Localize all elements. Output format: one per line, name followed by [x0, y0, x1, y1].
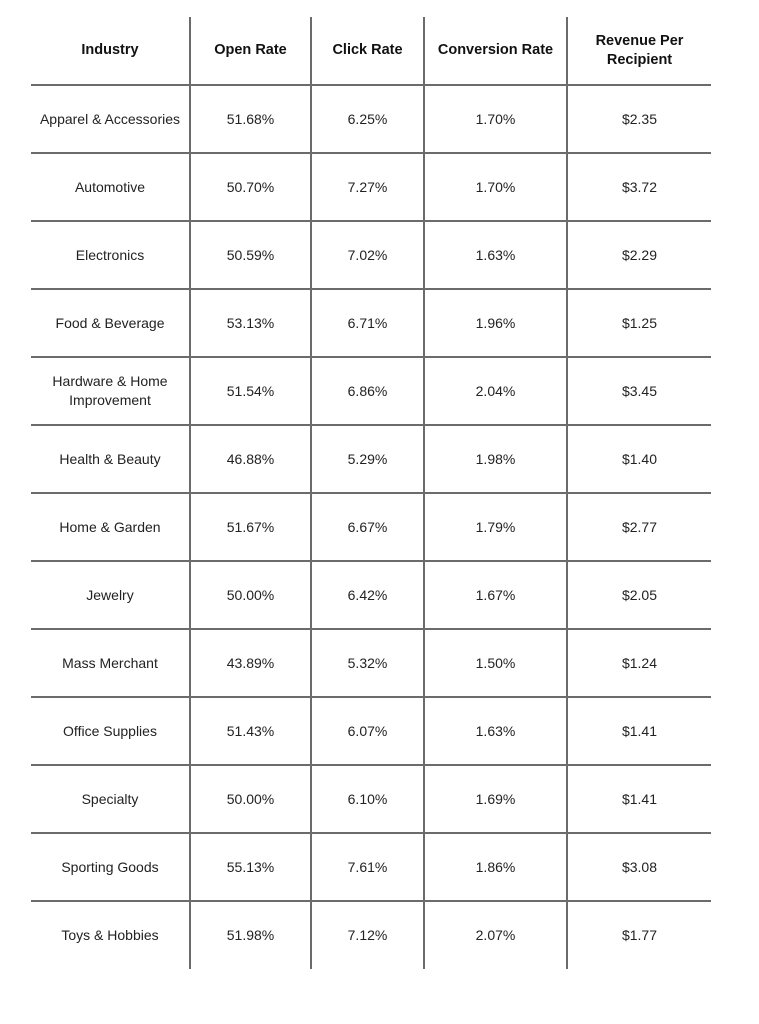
industry-cell: Toys & Hobbies [31, 901, 190, 969]
click-rate-cell: 7.61% [311, 833, 424, 901]
benchmark-table-container [31, 17, 711, 969]
conversion-rate-cell: 1.70% [424, 153, 567, 221]
revenue-per-recipient-cell: $1.41 [567, 697, 711, 765]
conversion-rate-cell: 1.96% [424, 289, 567, 357]
table-row [31, 697, 711, 765]
click-rate-cell: 6.86% [311, 357, 424, 425]
revenue-per-recipient-cell: $2.77 [567, 493, 711, 561]
click-rate-cell: 6.71% [311, 289, 424, 357]
conversion-rate-cell: 1.69% [424, 765, 567, 833]
click-rate-cell: 7.02% [311, 221, 424, 289]
industry-cell: Mass Merchant [31, 629, 190, 697]
revenue-per-recipient-cell: $3.72 [567, 153, 711, 221]
conversion-rate-cell: 1.63% [424, 697, 567, 765]
header-conversion-rate: Conversion Rate [424, 17, 567, 85]
revenue-per-recipient-cell: $1.40 [567, 425, 711, 493]
industry-cell: Sporting Goods [31, 833, 190, 901]
table-row [31, 765, 711, 833]
industry-cell: Food & Beverage [31, 289, 190, 357]
table-row [31, 833, 711, 901]
table-header [31, 17, 711, 85]
open-rate-cell: 50.00% [190, 765, 311, 833]
industry-cell: Hardware & Home Improvement [31, 357, 190, 425]
conversion-rate-cell: 1.67% [424, 561, 567, 629]
table-row [31, 561, 711, 629]
industry-cell: Jewelry [31, 561, 190, 629]
table-row [31, 153, 711, 221]
open-rate-cell: 46.88% [190, 425, 311, 493]
table-row [31, 901, 711, 969]
header-industry: Industry [31, 17, 190, 85]
table-row [31, 85, 711, 153]
open-rate-cell: 53.13% [190, 289, 311, 357]
industry-cell: Apparel & Accessories [31, 85, 190, 153]
table-row [31, 357, 711, 425]
revenue-per-recipient-cell: $1.77 [621, 927, 658, 943]
open-rate-cell: 51.54% [190, 357, 311, 425]
click-rate-cell: 6.07% [311, 697, 424, 765]
header-open-rate: Open Rate [190, 17, 311, 85]
open-rate-cell: 50.00% [190, 561, 311, 629]
revenue-per-recipient-cell: $1.24 [567, 629, 711, 697]
conversion-rate-cell: 1.70% [424, 85, 567, 153]
revenue-per-recipient-cell: $3.08 [567, 833, 711, 901]
industry-cell: Specialty [31, 765, 190, 833]
conversion-rate-cell: 1.63% [424, 221, 567, 289]
click-rate-cell: 6.25% [311, 85, 424, 153]
open-rate-cell: 55.13% [190, 833, 311, 901]
industry-benchmark-table [31, 17, 711, 969]
header-row [31, 17, 711, 85]
open-rate-cell: 51.68% [190, 85, 311, 153]
industry-cell: Health & Beauty [31, 425, 190, 493]
open-rate-cell: 50.59% [190, 221, 311, 289]
table-row [31, 493, 711, 561]
click-rate-cell: 5.32% [311, 629, 424, 697]
conversion-rate-cell: 1.50% [424, 629, 567, 697]
click-rate-cell: 7.12% [311, 901, 424, 969]
industry-cell: Office Supplies [31, 697, 190, 765]
revenue-per-recipient-cell: $2.05 [567, 561, 711, 629]
revenue-per-recipient-cell: $3.45 [567, 357, 711, 425]
click-rate-cell: 6.10% [311, 765, 424, 833]
industry-cell: Electronics [31, 221, 190, 289]
conversion-rate-cell: 1.79% [424, 493, 567, 561]
conversion-rate-cell: 1.98% [424, 425, 567, 493]
conversion-rate-cell: 2.07% [424, 901, 567, 969]
click-rate-cell: 6.42% [311, 561, 424, 629]
table-row [31, 289, 711, 357]
header-click-rate: Click Rate [311, 17, 424, 85]
conversion-rate-cell: 2.04% [424, 357, 567, 425]
conversion-rate-cell: 1.86% [424, 833, 567, 901]
revenue-per-recipient-cell: $1.25 [567, 289, 711, 357]
revenue-per-recipient-cell: $2.35 [567, 85, 711, 153]
industry-cell: Automotive [31, 153, 190, 221]
header-revenue-per-recipient: Revenue Per Recipient [567, 17, 711, 85]
table-row [31, 629, 711, 697]
revenue-per-recipient-cell: $2.29 [567, 221, 711, 289]
industry-cell: Home & Garden [31, 493, 190, 561]
open-rate-cell: 50.70% [190, 153, 311, 221]
open-rate-cell: 51.43% [190, 697, 311, 765]
revenue-per-recipient-cell: $1.41 [567, 765, 711, 833]
table-row [31, 425, 711, 493]
open-rate-cell: 51.98% [190, 901, 311, 969]
table-row [31, 221, 711, 289]
click-rate-cell: 7.27% [311, 153, 424, 221]
open-rate-cell: 51.67% [190, 493, 311, 561]
click-rate-cell: 5.29% [311, 425, 424, 493]
click-rate-cell: 6.67% [311, 493, 424, 561]
table-body [31, 85, 711, 969]
open-rate-cell: 43.89% [190, 629, 311, 697]
